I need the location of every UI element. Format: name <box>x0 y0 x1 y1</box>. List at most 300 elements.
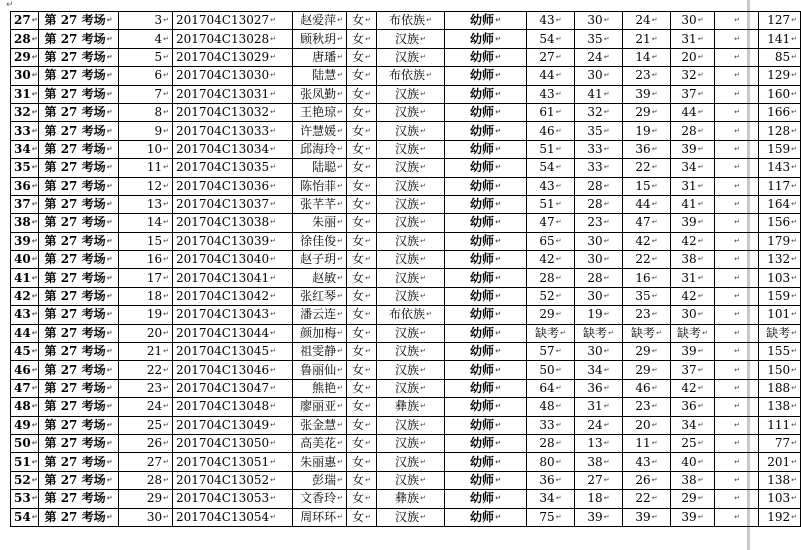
cell-end-mark: ↵ <box>420 218 426 227</box>
cell-end-mark: ↵ <box>495 52 501 61</box>
cell-end-mark: ↵ <box>495 384 501 392</box>
cell-score-2 <box>575 30 623 48</box>
cell-score-3 <box>623 195 671 213</box>
cell-position <box>445 324 527 342</box>
table-row <box>11 324 801 342</box>
cell-score-5 <box>715 398 759 416</box>
cell-score-5 <box>715 214 759 232</box>
cell-end-mark: ↵ <box>734 457 740 466</box>
cell-ethnicity-text: 布依族 <box>389 13 426 28</box>
cell-score-3 <box>623 48 671 66</box>
cell-end-mark: ↵ <box>163 512 169 521</box>
cell-end-mark: ↵ <box>495 512 501 521</box>
cell-score-2-text: 39 <box>587 509 603 524</box>
cell-ethnicity-text: 汉族 <box>395 362 420 377</box>
cell-name-text: 陆慧 <box>312 68 337 83</box>
cell-score-3-text: 23 <box>635 307 651 322</box>
cell-end-mark: ↵ <box>270 16 277 25</box>
cell-seat <box>119 214 173 232</box>
cell-total-text: 155 <box>767 344 791 359</box>
cell-score-5 <box>715 159 759 177</box>
cell-sex-text: 女 <box>352 31 365 46</box>
cell-seq <box>11 140 39 158</box>
cell-name <box>293 251 347 269</box>
cell-ethnicity <box>377 398 445 416</box>
cell-name <box>293 361 347 379</box>
cell-exam-number-text: 201704C13048 <box>176 399 270 414</box>
cell-seq-text: 36 <box>14 178 31 193</box>
cell-exam-number <box>173 67 293 85</box>
cell-score-5 <box>715 416 759 434</box>
cell-ethnicity <box>377 416 445 434</box>
cell-end-mark: ↵ <box>163 273 169 282</box>
cell-end-mark: ↵ <box>270 494 277 503</box>
cell-total-text: 159 <box>767 141 791 156</box>
cell-score-1-text: 57 <box>539 344 555 359</box>
cell-end-mark: ↵ <box>555 181 562 190</box>
cell-end-mark: ↵ <box>106 439 113 448</box>
cell-ethnicity <box>377 214 445 232</box>
cell-end-mark: ↵ <box>365 402 371 411</box>
cell-room-text: 第 27 考场 <box>44 141 106 156</box>
table-row <box>11 416 801 434</box>
cell-end-mark: ↵ <box>555 457 562 466</box>
cell-end-mark: ↵ <box>495 402 501 411</box>
cell-exam-number <box>173 214 293 232</box>
table-row <box>11 434 801 452</box>
cell-seat-text: 30 <box>146 509 163 524</box>
cell-ethnicity-text: 汉族 <box>395 215 420 230</box>
cell-end-mark: ↵ <box>603 512 610 521</box>
cell-score-2-text: 28 <box>587 178 603 193</box>
cell-end-mark: ↵ <box>270 475 277 484</box>
cell-end-mark: ↵ <box>603 34 610 43</box>
cell-sex-text: 女 <box>352 160 365 175</box>
cell-end-mark: ↵ <box>426 16 432 25</box>
cell-exam-number-text: 201704C13035 <box>176 160 270 175</box>
cell-score-2-text: 18 <box>587 491 603 506</box>
cell-score-2 <box>575 287 623 305</box>
cell-score-1 <box>527 508 575 526</box>
cell-end-mark: ↵ <box>106 34 113 43</box>
cell-end-mark: ↵ <box>163 71 169 80</box>
cell-end-mark: ↵ <box>420 163 426 172</box>
cell-exam-number <box>173 159 293 177</box>
cell-score-1-text: 44 <box>539 68 555 83</box>
cell-total <box>759 140 801 158</box>
table-row <box>11 85 801 103</box>
cell-end-mark: ↵ <box>163 218 169 227</box>
cell-end-mark: ↵ <box>734 34 740 43</box>
table-row <box>11 508 801 526</box>
cell-score-3-text: 39 <box>635 86 651 101</box>
cell-end-mark: ↵ <box>163 163 169 172</box>
cell-position <box>445 490 527 508</box>
cell-score-1 <box>527 287 575 305</box>
table-row <box>11 379 801 397</box>
cell-sex <box>347 122 377 140</box>
cell-room <box>39 287 119 305</box>
cell-sex <box>347 48 377 66</box>
cell-end-mark: ↵ <box>31 236 38 245</box>
cell-total <box>759 122 801 140</box>
cell-score-5 <box>715 508 759 526</box>
cell-sex-text: 女 <box>352 307 365 322</box>
cell-end-mark: ↵ <box>337 16 343 25</box>
cell-score-1-text: 64 <box>539 381 555 395</box>
cell-position-text: 幼师 <box>470 68 495 83</box>
cell-name-text: 张红琴 <box>300 289 337 304</box>
cell-total-text: 77 <box>774 436 791 451</box>
cell-seat <box>119 269 173 287</box>
cell-sex <box>347 343 377 361</box>
cell-end-mark: ↵ <box>270 200 277 209</box>
cell-end-mark: ↵ <box>603 384 610 392</box>
cell-total-text: 166 <box>767 105 791 120</box>
cell-seq <box>11 103 39 121</box>
table-row <box>11 195 801 213</box>
cell-room <box>39 471 119 489</box>
cell-seat <box>119 471 173 489</box>
cell-end-mark: ↵ <box>651 512 658 521</box>
cell-seat-text: 20 <box>146 325 163 340</box>
cell-score-4 <box>671 434 715 452</box>
cell-score-4-text: 42 <box>681 233 697 248</box>
cell-position <box>445 48 527 66</box>
cell-ethnicity <box>377 103 445 121</box>
cell-score-3 <box>623 85 671 103</box>
cell-end-mark: ↵ <box>420 402 426 411</box>
cell-end-mark: ↵ <box>420 420 426 429</box>
cell-end-mark: ↵ <box>337 71 343 80</box>
cell-position-text: 幼师 <box>470 509 495 524</box>
cell-end-mark: ↵ <box>697 108 704 117</box>
cell-exam-number <box>173 416 293 434</box>
cell-end-mark: ↵ <box>555 144 562 153</box>
cell-seq <box>11 12 39 30</box>
cell-end-mark: ↵ <box>337 384 343 392</box>
cell-end-mark: ↵ <box>651 439 658 448</box>
cell-room-text: 第 27 考场 <box>44 325 106 340</box>
cell-room <box>39 214 119 232</box>
cell-position-text: 幼师 <box>470 86 495 101</box>
cell-room-text: 第 27 考场 <box>44 307 106 322</box>
cell-sex <box>347 508 377 526</box>
cell-score-5 <box>715 85 759 103</box>
cell-seat <box>119 85 173 103</box>
cell-seat <box>119 103 173 121</box>
cell-seat <box>119 324 173 342</box>
cell-end-mark: ↵ <box>31 292 38 301</box>
cell-ethnicity-text: 汉族 <box>395 197 420 212</box>
cell-exam-number-text: 201704C13040 <box>176 252 270 267</box>
cell-end-mark: ↵ <box>337 200 343 209</box>
cell-end-mark: ↵ <box>31 328 38 337</box>
cell-sex-text: 女 <box>352 472 365 487</box>
cell-sex-text: 女 <box>352 399 365 414</box>
cell-end-mark: ↵ <box>791 292 797 301</box>
cell-end-mark: ↵ <box>734 236 740 245</box>
cell-position-text: 幼师 <box>470 13 495 28</box>
cell-score-4-text: 41 <box>681 197 697 212</box>
cell-total-text: 143 <box>767 160 791 175</box>
cell-room <box>39 306 119 324</box>
cell-ethnicity <box>377 232 445 250</box>
cell-score-5 <box>715 122 759 140</box>
cell-position-text: 幼师 <box>470 454 495 469</box>
cell-sex <box>347 434 377 452</box>
cell-end-mark: ↵ <box>791 512 797 521</box>
cell-total-text: 192 <box>767 509 791 524</box>
cell-sex-text: 女 <box>352 141 365 156</box>
table-row <box>11 453 801 471</box>
cell-end-mark: ↵ <box>420 126 426 135</box>
cell-exam-number <box>173 48 293 66</box>
cell-end-mark: ↵ <box>697 181 704 190</box>
cell-score-4-text: 34 <box>681 417 697 432</box>
cell-exam-number-text: 201704C13037 <box>176 197 270 212</box>
cell-end-mark: ↵ <box>420 475 426 484</box>
cell-end-mark: ↵ <box>555 439 562 448</box>
cell-end-mark: ↵ <box>734 475 740 484</box>
cell-end-mark: ↵ <box>337 89 343 98</box>
cell-end-mark: ↵ <box>734 420 740 429</box>
cell-seat <box>119 361 173 379</box>
cell-end-mark: ↵ <box>651 200 658 209</box>
cell-position <box>445 306 527 324</box>
cell-room <box>39 453 119 471</box>
cell-score-2 <box>575 508 623 526</box>
cell-score-4-text: 38 <box>681 252 697 267</box>
cell-score-2-text: 31 <box>587 399 603 414</box>
cell-end-mark: ↵ <box>106 163 113 172</box>
cell-end-mark: ↵ <box>697 512 704 521</box>
cell-ethnicity-text: 汉族 <box>395 454 420 469</box>
cell-ethnicity-text: 汉族 <box>395 289 420 304</box>
cell-name-text: 唐璠 <box>312 49 337 64</box>
cell-room-text: 第 27 考场 <box>44 472 106 487</box>
cell-score-4 <box>671 67 715 85</box>
cell-end-mark: ↵ <box>270 255 277 264</box>
cell-end-mark: ↵ <box>697 384 704 392</box>
cell-position-text: 幼师 <box>470 417 495 432</box>
cell-score-4-text: 37 <box>681 86 697 101</box>
cell-score-5 <box>715 343 759 361</box>
cell-score-4 <box>671 214 715 232</box>
cell-score-3 <box>623 232 671 250</box>
cell-end-mark: ↵ <box>270 52 277 61</box>
cell-name-text: 彭瑞 <box>312 472 337 487</box>
cell-name <box>293 140 347 158</box>
cell-end-mark: ↵ <box>270 292 277 301</box>
cell-end-mark: ↵ <box>791 108 797 117</box>
cell-score-4 <box>671 30 715 48</box>
cell-score-4-text: 31 <box>681 270 697 285</box>
cell-exam-number-text: 201704C13028 <box>176 31 270 46</box>
cell-name <box>293 195 347 213</box>
cell-end-mark: ↵ <box>337 34 343 43</box>
cell-seat-text: 15 <box>146 233 163 248</box>
cell-score-4-text: 31 <box>681 31 697 46</box>
cell-position <box>445 398 527 416</box>
cell-ethnicity-text: 汉族 <box>395 325 420 340</box>
cell-score-3 <box>623 67 671 85</box>
cell-score-4 <box>671 361 715 379</box>
cell-room <box>39 232 119 250</box>
cell-end-mark: ↵ <box>365 163 371 172</box>
cell-end-mark: ↵ <box>603 89 610 98</box>
cell-seat <box>119 251 173 269</box>
cell-seq <box>11 85 39 103</box>
cell-score-2 <box>575 67 623 85</box>
cell-end-mark: ↵ <box>270 439 277 448</box>
cell-end-mark: ↵ <box>163 457 169 466</box>
cell-end-mark: ↵ <box>734 292 740 301</box>
cell-end-mark: ↵ <box>106 144 113 153</box>
cell-score-1-text: 42 <box>539 252 555 267</box>
cell-total <box>759 508 801 526</box>
cell-score-4-text: 40 <box>681 454 697 469</box>
cell-room <box>39 85 119 103</box>
cell-end-mark: ↵ <box>495 347 501 356</box>
cell-seq-text: 46 <box>14 362 31 377</box>
cell-end-mark: ↵ <box>365 512 371 521</box>
cell-exam-number <box>173 251 293 269</box>
cell-score-3-text: 23 <box>635 68 651 83</box>
cell-sex <box>347 159 377 177</box>
cell-ethnicity-text: 汉族 <box>395 178 420 193</box>
cell-exam-number <box>173 471 293 489</box>
cell-total-text: 188 <box>767 381 791 395</box>
cell-name-text: 文香玲 <box>300 491 337 506</box>
cell-end-mark: ↵ <box>420 52 426 61</box>
cell-position-text: 幼师 <box>470 141 495 156</box>
cell-sex-text: 女 <box>352 86 365 101</box>
cell-exam-number <box>173 324 293 342</box>
cell-score-4 <box>671 287 715 305</box>
cell-end-mark: ↵ <box>603 236 610 245</box>
cell-end-mark: ↵ <box>734 218 740 227</box>
cell-end-mark: ↵ <box>106 384 113 392</box>
cell-score-1 <box>527 195 575 213</box>
cell-end-mark: ↵ <box>555 273 562 282</box>
cell-score-5 <box>715 361 759 379</box>
cell-score-2-text: 缺考 <box>583 325 608 340</box>
cell-end-mark: ↵ <box>651 126 658 135</box>
cell-score-3 <box>623 490 671 508</box>
cell-end-mark: ↵ <box>697 365 704 374</box>
cell-position-text: 幼师 <box>470 399 495 414</box>
cell-exam-number <box>173 508 293 526</box>
cell-ethnicity <box>377 490 445 508</box>
cell-end-mark: ↵ <box>697 163 704 172</box>
cell-total <box>759 379 801 397</box>
cell-end-mark: ↵ <box>106 512 113 521</box>
cell-total <box>759 416 801 434</box>
cell-end-mark: ↵ <box>651 494 658 503</box>
cell-end-mark: ↵ <box>337 457 343 466</box>
table-row <box>11 490 801 508</box>
cell-end-mark: ↵ <box>651 144 658 153</box>
cell-end-mark: ↵ <box>791 402 797 411</box>
cell-ethnicity <box>377 453 445 471</box>
cell-sex-text: 女 <box>352 325 365 340</box>
cell-score-2 <box>575 232 623 250</box>
cell-seat <box>119 508 173 526</box>
cell-end-mark: ↵ <box>555 512 562 521</box>
cell-end-mark: ↵ <box>555 310 562 319</box>
cell-seat-text: 10 <box>146 141 163 156</box>
cell-end-mark: ↵ <box>337 365 343 374</box>
cell-score-2-text: 24 <box>587 49 603 64</box>
cell-end-mark: ↵ <box>791 273 797 282</box>
cell-score-1 <box>527 324 575 342</box>
cell-ethnicity <box>377 379 445 397</box>
cell-score-3-text: 23 <box>635 399 651 414</box>
cell-end-mark: ↵ <box>337 126 343 135</box>
cell-end-mark: ↵ <box>555 71 562 80</box>
cell-end-mark: ↵ <box>365 181 371 190</box>
cell-end-mark: ↵ <box>163 402 169 411</box>
cell-seat-text: 4 <box>154 31 163 46</box>
cell-score-2 <box>575 490 623 508</box>
cell-total-text: 132 <box>767 252 791 267</box>
cell-seq <box>11 379 39 397</box>
cell-exam-number <box>173 12 293 30</box>
cell-seq-text: 29 <box>14 49 31 64</box>
cell-end-mark: ↵ <box>791 236 797 245</box>
cell-sex-text: 女 <box>352 197 365 212</box>
cell-exam-number-text: 201704C13052 <box>176 472 270 487</box>
cell-end-mark: ↵ <box>420 34 426 43</box>
cell-position-text: 幼师 <box>470 362 495 377</box>
cell-position-text: 幼师 <box>470 31 495 46</box>
cell-name <box>293 379 347 397</box>
cell-position <box>445 251 527 269</box>
cell-ethnicity-text: 布依族 <box>389 68 426 83</box>
cell-score-1 <box>527 48 575 66</box>
cell-score-5 <box>715 306 759 324</box>
cell-exam-number <box>173 343 293 361</box>
cell-end-mark: ↵ <box>420 439 426 448</box>
table-row <box>11 269 801 287</box>
cell-seat <box>119 379 173 397</box>
cell-end-mark: ↵ <box>651 34 658 43</box>
cell-end-mark: ↵ <box>603 255 610 264</box>
cell-end-mark: ↵ <box>270 365 277 374</box>
cell-seat-text: 3 <box>154 13 163 28</box>
cell-score-1 <box>527 361 575 379</box>
cell-end-mark: ↵ <box>337 108 343 117</box>
cell-score-2 <box>575 177 623 195</box>
cell-end-mark: ↵ <box>651 218 658 227</box>
cell-exam-number-text: 201704C13036 <box>176 178 270 193</box>
table-row <box>11 232 801 250</box>
cell-score-2-text: 35 <box>587 31 603 46</box>
cell-position <box>445 269 527 287</box>
cell-room <box>39 103 119 121</box>
cell-total-text: 156 <box>767 215 791 230</box>
cell-end-mark: ↵ <box>555 365 562 374</box>
cell-score-1-text: 36 <box>539 472 555 487</box>
cell-seq <box>11 251 39 269</box>
cell-position-text: 幼师 <box>470 123 495 138</box>
cell-end-mark: ↵ <box>555 255 562 264</box>
cell-score-2 <box>575 471 623 489</box>
cell-end-mark: ↵ <box>31 200 38 209</box>
cell-score-5 <box>715 434 759 452</box>
cell-score-4 <box>671 490 715 508</box>
